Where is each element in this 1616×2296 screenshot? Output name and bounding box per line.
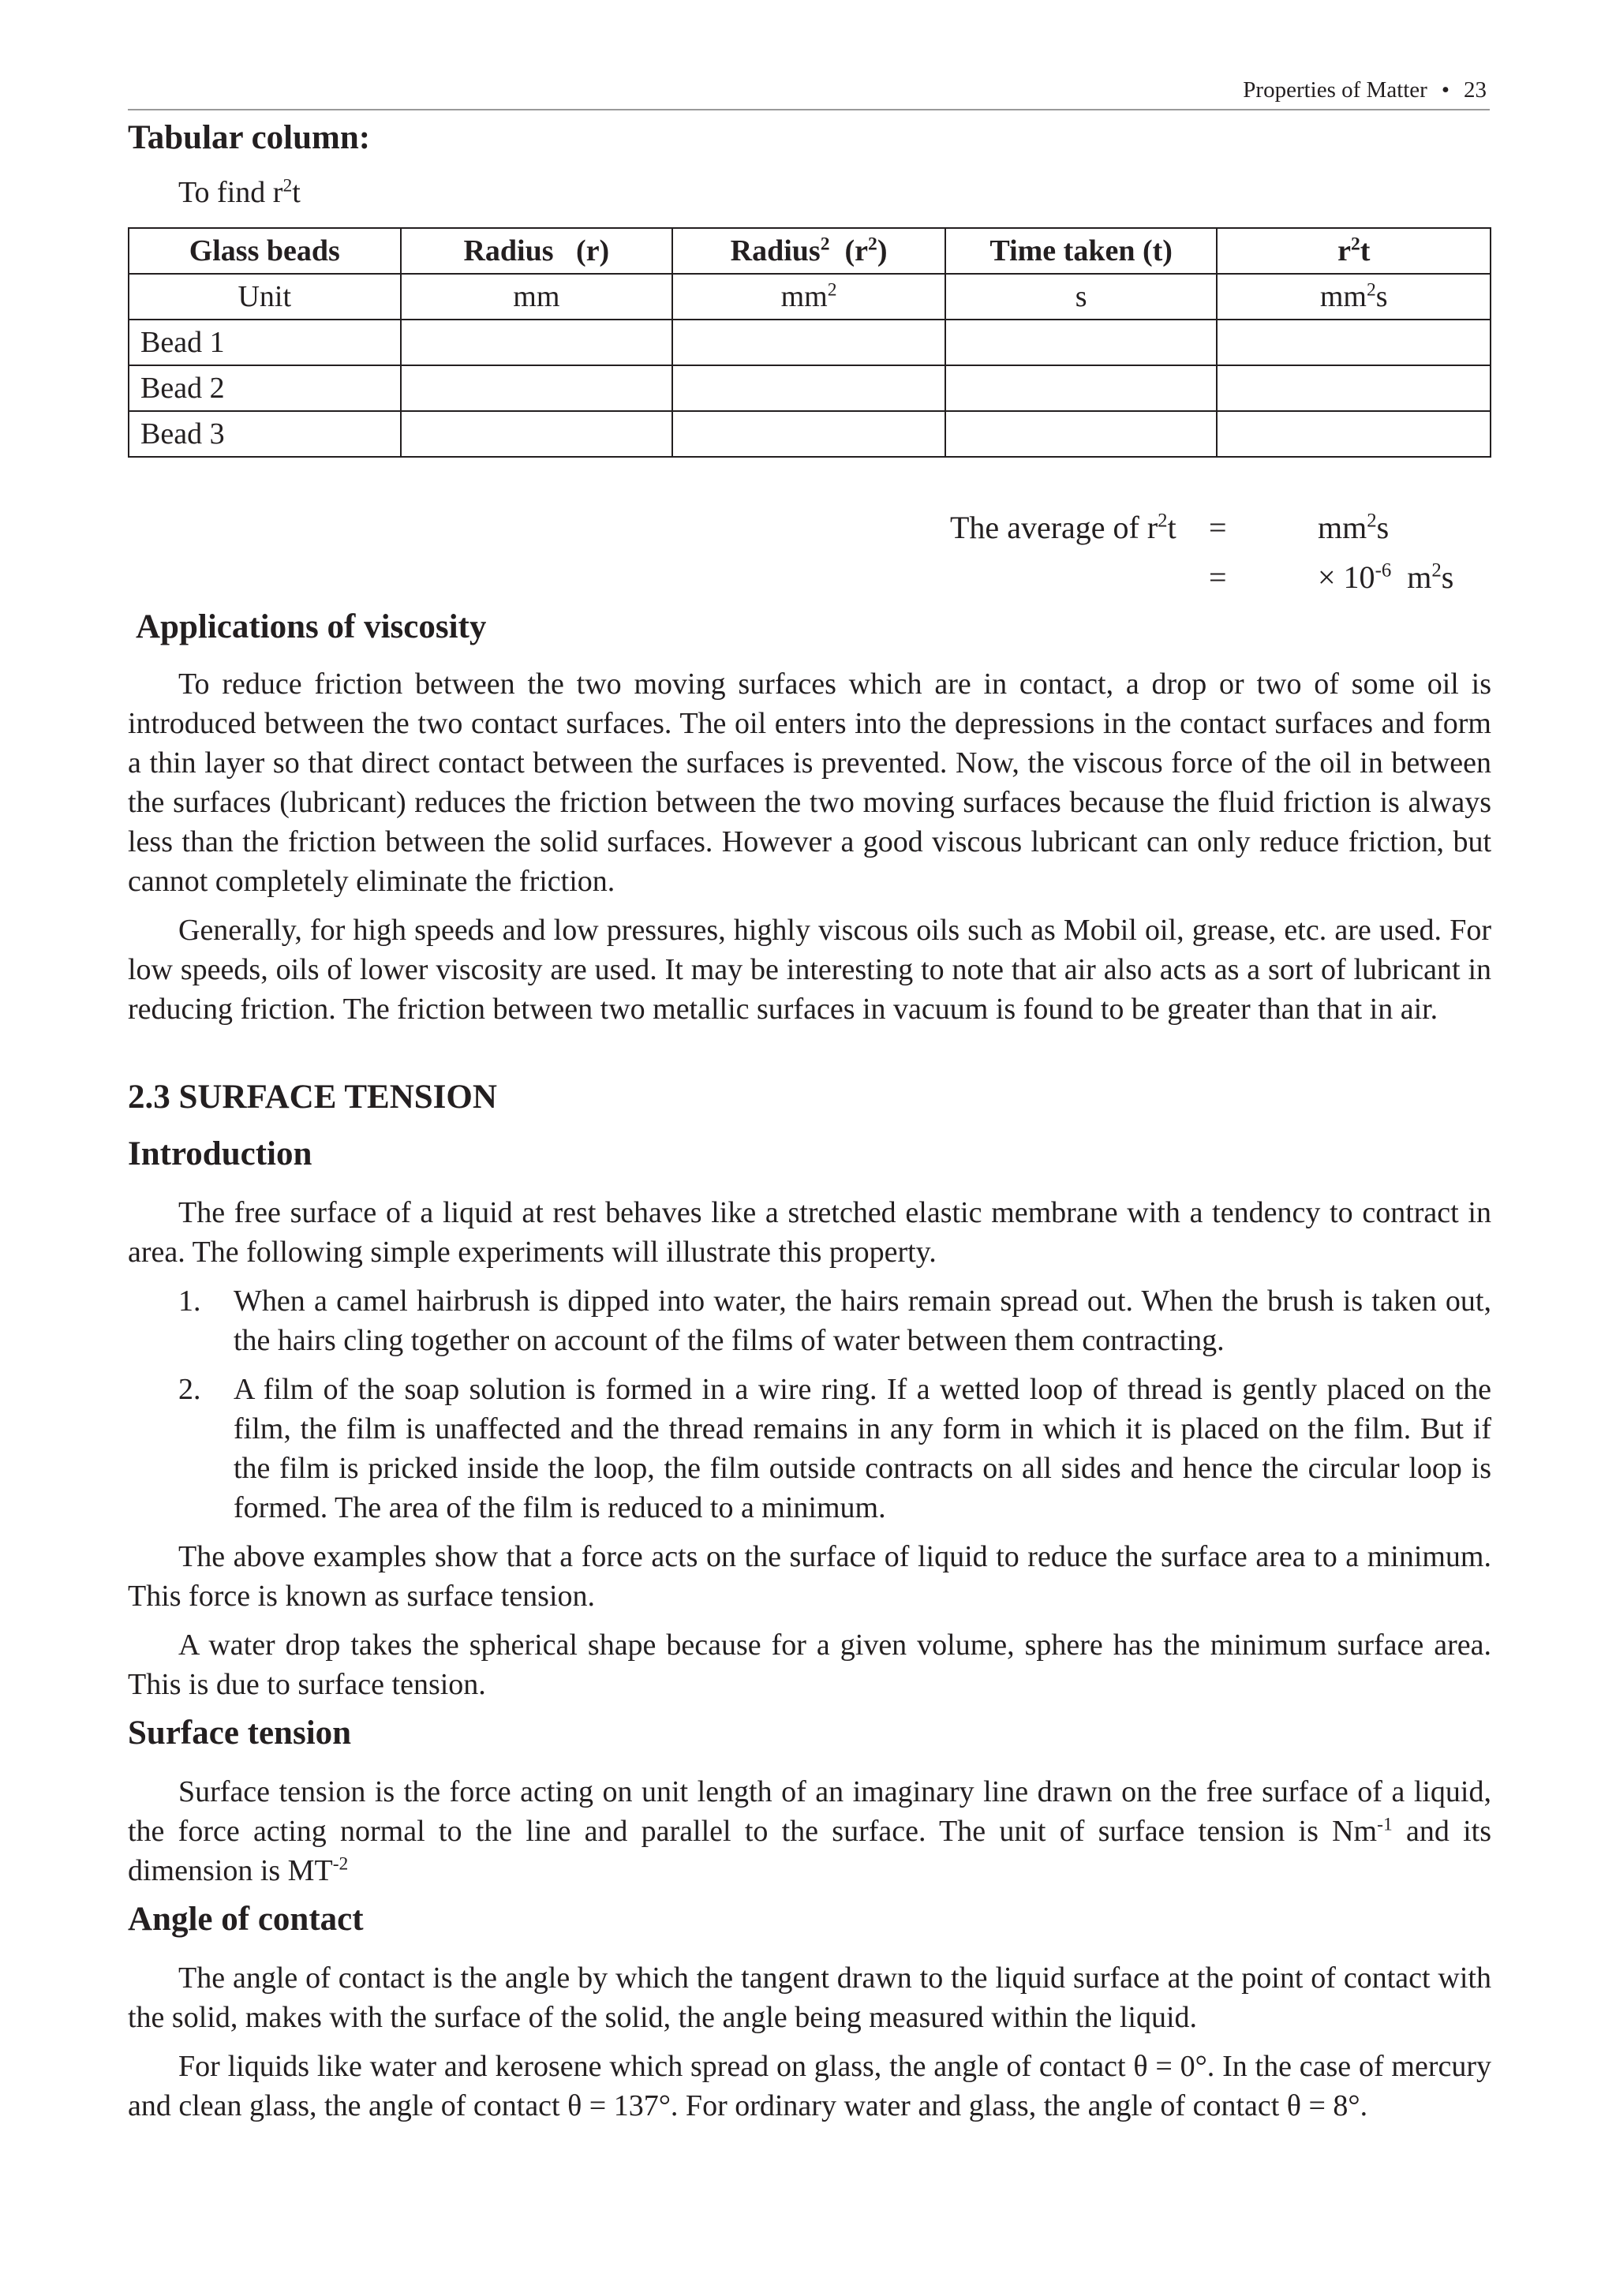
- header-r2t: $r^2t$: [1217, 228, 1491, 274]
- page-header: [128, 76, 1490, 110]
- applications-heading: Applications of viscosity: [136, 608, 487, 645]
- header-text: [1243, 77, 1487, 103]
- average-equals-1: =: [1209, 510, 1227, 545]
- applications-paragraph-1: To reduce friction between the two moving surfaces which are in contact, a drop or two of some oil is introduced between the two contact surfaces. The oil enters into the depressions in the contact surfaces and form a thin layer so that direct contact between the surfaces is prevented. Now, the viscous force of the oil in between the surfaces (lubricant) reduces the friction between the two moving surfaces because the fluid friction is always less than the friction between the solid surfaces. However a good viscous lubricant can only reduce friction, but cannot completely eliminate the friction.: [128, 667, 1491, 898]
- average-label: The average of $r^2t$: [950, 510, 1176, 545]
- angle-of-contact-paragraph-2: For liquids like water and kerosene which spread on glass, the angle of contact θ = 0°. In the case of mercury and clean glass, the angle of contact θ = 137°. For ordinary water and glass, the angle of contact θ = 8°.: [128, 2050, 1491, 2122]
- table-row: [129, 320, 1491, 365]
- unit-radius: mm: [401, 274, 673, 320]
- page-number: 23: [1464, 77, 1487, 103]
- list-item: 1. When a camel hairbrush is dipped into water, the hairs remain spread out. When the brush is taken out, the hairs cling together on account of the films of water between them contracting.: [178, 1284, 1491, 1357]
- row-label: Bead 1: [129, 320, 401, 365]
- header-radius: Radius (r): [401, 228, 673, 274]
- list-item: 2. A film of the soap solution is formed in a wire ring. If a wetted loop of thread is gently placed on the film, the film is unaffected and the thread remains in any form in which it is placed on the film. But if the film is pricked inside the loop, the film outside contracts on all sides and hence the circular loop is formed. The area of the film is reduced to a minimum.: [178, 1373, 1491, 1524]
- data-table: [128, 227, 1491, 458]
- unit-r2t: $mm^2s$: [1217, 274, 1491, 320]
- row-label: Bead 2: [129, 365, 401, 411]
- header-glass-beads: Glass beads: [129, 228, 401, 274]
- table-header-row: [129, 228, 1491, 274]
- header-radius-squared: Radius$^2$ $(r^2)$: [672, 228, 945, 274]
- unit-time: s: [945, 274, 1218, 320]
- header-title: Properties of Matter: [1243, 77, 1427, 103]
- surface-tension-definition: Surface tension is the force acting on unit length of an imaginary line drawn on the free surface of a liquid, the force acting normal to the line and parallel to the surface. The unit of surface tension is $Nm^{-1}$ and its dimension is $MT^{-2}$: [128, 1775, 1491, 1887]
- angle-of-contact-paragraph-1: The angle of contact is the angle by which the tangent drawn to the liquid surface at the point of contact with the solid, makes with the surface of the solid, the angle being measured within the liquid.: [128, 1961, 1491, 2034]
- experiment-list-2: [128, 1370, 1491, 1528]
- surface-tension-paragraph-2: A water drop takes the spherical shape because for a given volume, sphere has the minimum surface area. This is due to surface tension.: [128, 1629, 1491, 1701]
- row-label: Bead 3: [129, 411, 401, 457]
- surface-tension-paragraph-1: The above examples show that a force acts on the surface of liquid to reduce the surface area to a minimum. This force is known as surface tension.: [128, 1540, 1491, 1613]
- table-row: [129, 411, 1491, 457]
- table-row: [129, 365, 1491, 411]
- average-unit-1: $mm^2s$: [1318, 510, 1390, 545]
- average-equals-2: =: [1209, 559, 1227, 595]
- tabular-heading: Tabular column:: [128, 119, 371, 156]
- experiment-list: [128, 1281, 1491, 1360]
- header-bullet: •: [1441, 77, 1450, 103]
- introduction-heading: Introduction: [128, 1135, 312, 1172]
- header-time-taken: Time taken (t): [945, 228, 1218, 274]
- table-unit-row: [129, 274, 1491, 320]
- unit-label: Unit: [129, 274, 401, 320]
- table-caption: To find $r^2t$: [178, 175, 301, 209]
- surface-tension-heading: Surface tension: [128, 1715, 352, 1752]
- section-heading: 2.3 SURFACE TENSION: [128, 1079, 497, 1116]
- unit-radius-squared: $mm^2$: [672, 274, 945, 320]
- average-unit-2: × $10^{-6}$ $m^2s$: [1318, 559, 1454, 595]
- angle-of-contact-heading: Angle of contact: [128, 1901, 364, 1938]
- applications-paragraph-2: Generally, for high speeds and low pressures, highly viscous oils such as Mobil oil, grease, etc. are used. For low speeds, oils of lower viscosity are used. It may be interesting to note that air also acts as a sort of lubricant in reducing friction. The friction between two metallic surfaces in vacuum is found to be greater than that in air.: [128, 914, 1491, 1026]
- introduction-paragraph: The free surface of a liquid at rest behaves like a stretched elastic membrane with a tendency to contract in area. The following simple experiments will illustrate this property.: [128, 1196, 1491, 1269]
